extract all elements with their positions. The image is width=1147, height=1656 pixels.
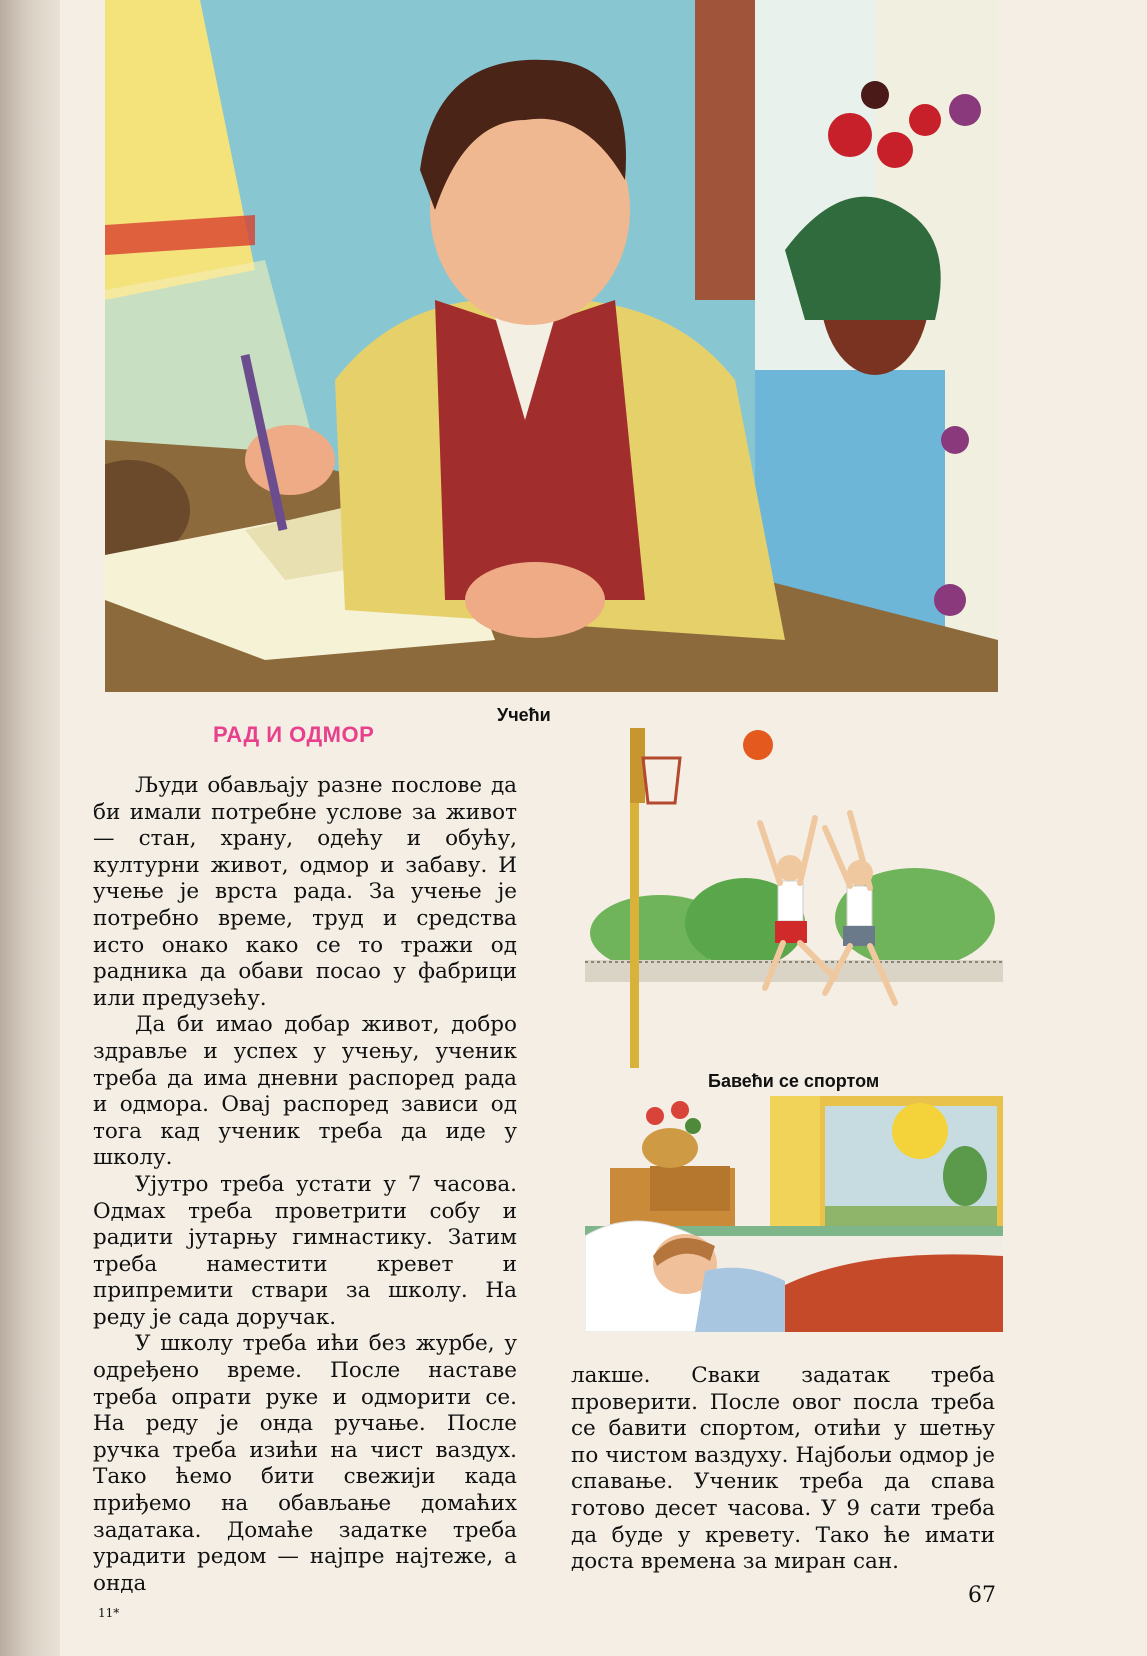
illustration-boy-studying: [105, 0, 998, 692]
left-column: [93, 773, 517, 1597]
section-heading: РАД И ОДМОР: [213, 722, 375, 747]
paragraph: Да би имао добар живот, добро здравље и успех у учењу, ученик треба да има дневни распоред рада и одмора. Овај распоред зависи од тога кад ученик треба да иде у школу.: [93, 1012, 517, 1171]
illustration-playing-basketball: [585, 718, 1003, 1068]
right-column: [571, 1363, 995, 1576]
paragraph: У школу треба ићи без журбе, у одређено време. После наставе треба опрати руке и одморити се. На реду је онда ручање. После ручка треба изићи на чист ваздух. Тако ћемо бити свежији када приђемо на обављање домаћих задатака. Домаће задатке треба урадити редом — најпре најтеже, а онда: [93, 1331, 517, 1596]
printer-signature: 11*: [98, 1606, 120, 1620]
page-number: 67: [968, 1583, 996, 1608]
caption-sport: Бавећи се спортом: [708, 1071, 880, 1091]
paragraph-continued: лакше. Сваки задатак треба проверити. После овог посла треба се бавити спортом, отићи у шетњу по чистом ваздуху. Најбољи одмор је спавање. Ученик треба да спава готово десет часова. У 9 сати треба да буде у кревету. Тако ће имати доста времена за миран сан.: [571, 1363, 995, 1575]
paragraph: Људи обављају разне послове да би имали потребне услове за живот — стан, храну, одећу и обућу, културни живот, одмор и забаву. И учење је врста рада. За учење је потребно време, труд и средства исто онако како се то тражи од радника да обави посао у фабрици или предузећу.: [93, 773, 517, 1011]
caption-studying: Учећи: [497, 705, 551, 725]
illustration-sleeping-boy: [585, 1096, 1003, 1332]
paragraph: Ујутро треба устати у 7 часова. Одмах треба проветрити собу и радити јутарњу гимнастику. Затим треба наместити кревет и припремити ствари за школу. На реду је сада доручак.: [93, 1171, 517, 1330]
